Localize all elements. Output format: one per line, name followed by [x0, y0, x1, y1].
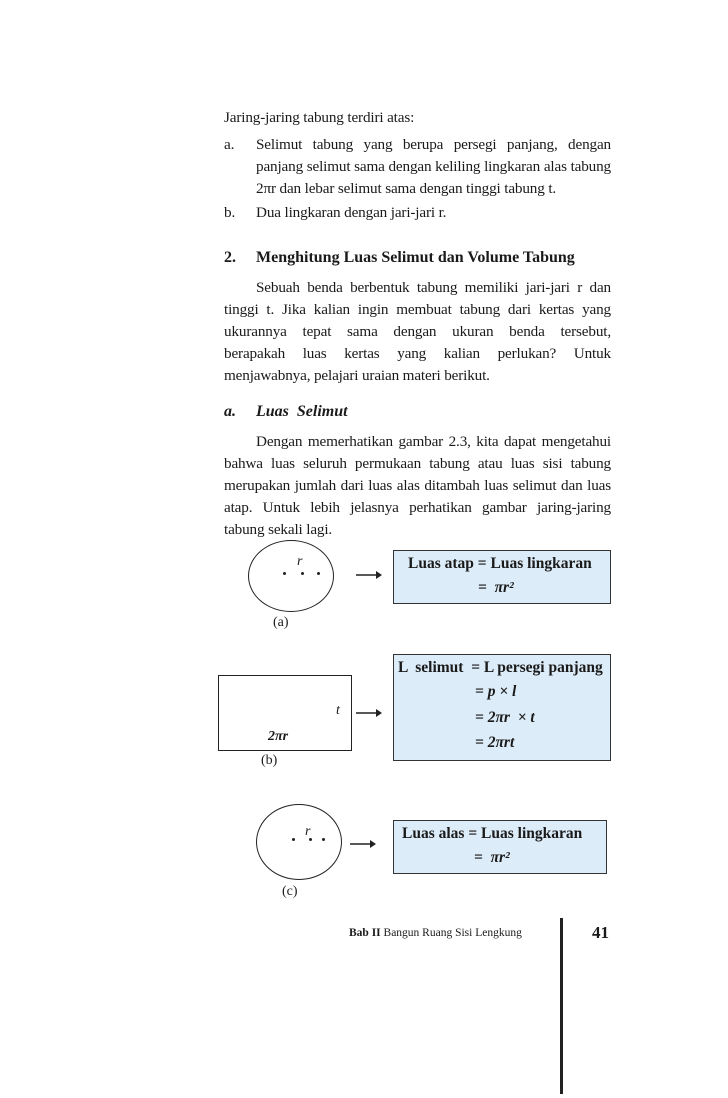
center-dot	[292, 838, 295, 841]
top-circle	[248, 540, 334, 612]
formula-line: = 2πrt	[475, 734, 515, 751]
list-a-line-1: Selimut tabung yang berupa persegi panjang, dengan	[256, 136, 611, 153]
formula-line: = p × l	[475, 683, 517, 700]
section-title: Menghitung Luas Selimut dan Volume Tabung	[256, 249, 575, 266]
formula-box-top	[393, 550, 611, 604]
list-b-line: Dua lingkaran dengan jari-jari r.	[256, 204, 447, 221]
para1-line-2: tinggi t. Jika kalian ingin membuat tabung dari kertas yang	[224, 301, 611, 318]
formula-line: L selimut = L persegi panjang	[398, 659, 603, 676]
list-a-line-2: panjang selimut sama dengan keliling lingkaran alas tabung	[256, 158, 611, 175]
formula-line: = 2πr × t	[475, 709, 535, 726]
footer-chapter-number: Bab II	[349, 927, 381, 939]
formula-line: Luas atap = Luas lingkaran	[408, 555, 592, 572]
figure-caption: (c)	[282, 884, 298, 899]
radius-dot	[317, 572, 320, 575]
arrow-icon	[356, 567, 382, 585]
width-label: 2πr	[268, 729, 289, 744]
para1-line-4: berapakah luas kertas yang kalian perlukan? Untuk	[224, 345, 611, 362]
subsection-marker: a.	[224, 403, 236, 420]
para1-line-3: ukurannya tepat sama dengan ukuran benda tersebut,	[224, 323, 611, 340]
radius-dot	[322, 838, 325, 841]
para1-line-1: Sebuah benda berbentuk tabung memiliki jari-jari r dan	[256, 279, 611, 296]
radius-label: r	[305, 824, 311, 839]
radius-dot	[301, 572, 304, 575]
footer-rule	[560, 918, 563, 1094]
list-a-line-3: 2πr dan lebar selimut sama dengan tinggi tabung t.	[256, 180, 557, 197]
formula-line: = πr²	[478, 579, 514, 596]
figure-caption: (b)	[261, 753, 278, 768]
center-dot	[283, 572, 286, 575]
para2-line-3: merupakan jumlah dari luas alas ditambah luas selimut dan luas	[224, 477, 611, 494]
para2-line-5: tabung sekali lagi.	[224, 521, 333, 538]
list-marker-b: b.	[224, 204, 236, 221]
formula-line: = πr²	[474, 849, 510, 866]
height-label: t	[336, 703, 340, 718]
subsection-title: Luas Selimut	[256, 403, 348, 420]
formula-box-middle	[393, 654, 611, 761]
footer-chapter	[349, 927, 522, 939]
footer-chapter-title: Bangun Ruang Sisi Lengkung	[383, 927, 522, 939]
arrow-icon	[356, 705, 382, 723]
para2-line-4: atap. Untuk lebih jelasnya perhatikan gambar jaring-jaring	[224, 499, 611, 516]
intro-text: Jaring-jaring tabung terdiri atas:	[224, 109, 415, 126]
bottom-circle	[256, 804, 342, 880]
figure-caption: (a)	[273, 615, 289, 630]
list-marker-a: a.	[224, 136, 235, 153]
formula-line: Luas alas = Luas lingkaran	[402, 825, 583, 842]
formula-box-bottom	[393, 820, 607, 874]
para1-line-5: menjawabnya, pelajari uraian materi berikut.	[224, 367, 490, 384]
arrow-icon	[350, 836, 376, 854]
section-number: 2.	[224, 249, 236, 266]
radius-label: r	[297, 554, 303, 569]
para2-line-1: Dengan memerhatikan gambar 2.3, kita dapat mengetahui	[256, 433, 611, 450]
page-number: 41	[592, 923, 609, 942]
para2-line-2: bahwa luas seluruh permukaan tabung atau luas sisi tabung	[224, 455, 611, 472]
